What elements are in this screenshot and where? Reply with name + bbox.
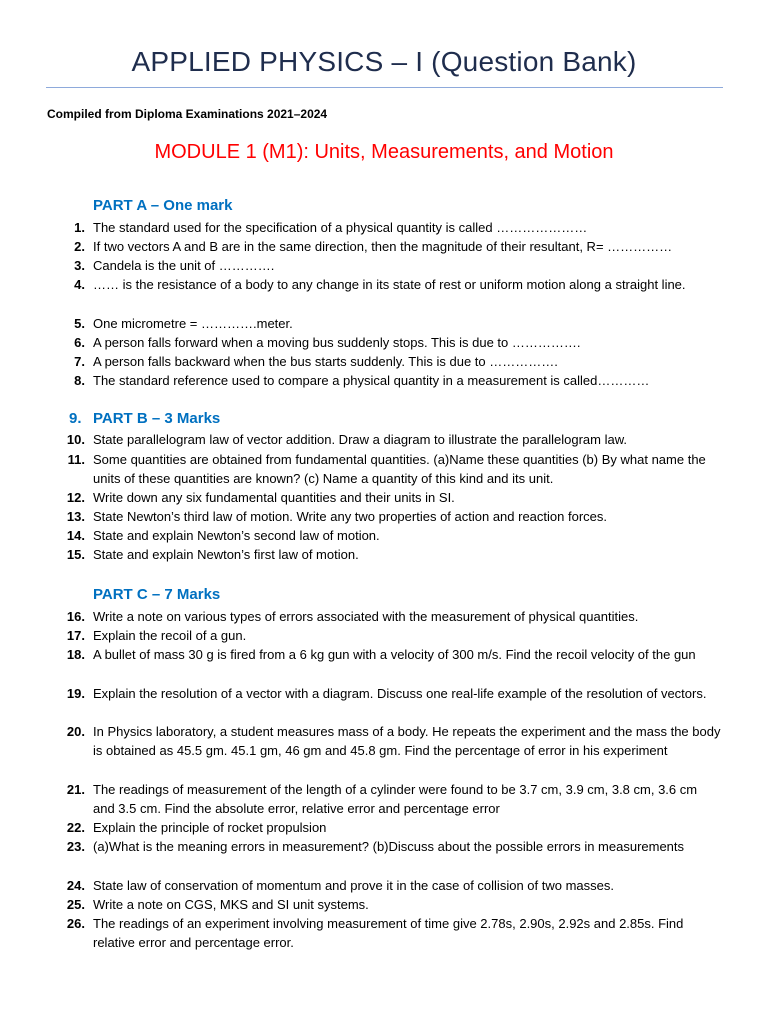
question-item (74, 218, 721, 237)
question-text: State Newton’s third law of motion. Write any two properties of action and reaction forces. (93, 509, 607, 524)
question-item (66, 507, 721, 526)
question-number: 1. (74, 220, 85, 235)
part-a-heading-text: PART A – One mark (93, 197, 233, 214)
question-text: State and explain Newton’s first law of motion. (93, 547, 359, 562)
question-text: State parallelogram law of vector addition. Draw a diagram to illustrate the parallelogram law. (93, 432, 627, 447)
question-number: 25. (66, 897, 85, 912)
question-number: 19. (66, 686, 85, 701)
question-text: Some quantities are obtained from fundamental quantities. (a)Name these quantities (b) By what name the units of these quantities are known? (c) Name a quantity of this kind and its unit. (93, 452, 706, 487)
question-number: 20. (66, 724, 85, 739)
question-item (66, 430, 721, 449)
question-number: 13. (66, 509, 85, 524)
question-text: The standard used for the specification of a physical quantity is called ………………… (93, 220, 588, 235)
question-item (66, 876, 721, 895)
question-text: …… is the resistance of a body to any change in its state of rest or uniform motion along a straight line. (93, 277, 686, 292)
question-number: 17. (66, 628, 85, 643)
question-number: 11. (67, 452, 85, 467)
question-item (66, 914, 721, 953)
part-c-heading-text: PART C – 7 Marks (93, 586, 221, 603)
part-a-heading (93, 197, 232, 214)
question-item (66, 626, 721, 645)
question-item (74, 275, 721, 294)
question-item (67, 450, 721, 489)
question-number: 15. (66, 547, 85, 562)
question-item (66, 488, 721, 507)
question-text: State law of conservation of momentum and prove it in the case of collision of two masses. (93, 878, 614, 893)
question-number: 5. (74, 316, 85, 331)
question-item (66, 684, 721, 703)
question-item (66, 722, 721, 761)
question-text: A person falls forward when a moving bus suddenly stops. This is due to ……………. (93, 335, 581, 350)
question-item (66, 895, 721, 914)
question-number: 16. (66, 609, 85, 624)
question-item (66, 780, 721, 819)
question-text: (a)What is the meaning errors in measurement? (b)Discuss about the possible errors in measurements (93, 839, 685, 854)
question-number: 12. (66, 490, 85, 505)
compiled-note: Compiled from Diploma Examinations 2021–2024 (47, 107, 328, 121)
question-text: Explain the recoil of a gun. (93, 628, 247, 643)
question-item (66, 645, 721, 664)
question-text: Write a note on various types of errors associated with the measurement of physical quantities. (93, 609, 639, 624)
question-text: Explain the resolution of a vector with a diagram. Discuss one real-life example of the resolution of vectors. (93, 686, 707, 701)
question-number: 7. (74, 354, 85, 369)
question-number: 26. (66, 916, 85, 931)
question-number: 21. (66, 782, 85, 797)
question-number: 24. (66, 878, 85, 893)
question-text: One micrometre = ………….meter. (93, 316, 293, 331)
question-text: State and explain Newton’s second law of motion. (93, 528, 380, 543)
question-number: 10. (66, 432, 85, 447)
question-text: In Physics laboratory, a student measures mass of a body. He repeats the experiment and the mass the body is obtained as 45.5 gm. 45.1 gm, 46 gm and 45.8 gm. Find the percentage of error in his experiment (93, 724, 721, 759)
question-text: If two vectors A and B are in the same direction, then the magnitude of their resultant, R= …………… (93, 239, 673, 254)
module-heading: MODULE 1 (M1): Units, Measurements, and Motion (154, 141, 614, 163)
question-item (66, 837, 721, 856)
title-underline (46, 87, 723, 88)
question-item (66, 545, 721, 564)
question-number: 8. (74, 373, 85, 388)
question-number: 2. (74, 239, 85, 254)
part-b-heading-text: PART B – 3 Marks (93, 410, 221, 427)
question-number: 14. (66, 528, 85, 543)
question-item (74, 237, 721, 256)
question-text: Explain the principle of rocket propulsion (93, 820, 327, 835)
question-text: Write a note on CGS, MKS and SI unit systems. (93, 897, 369, 912)
question-text: The standard reference used to compare a physical quantity in a measurement is called………… (93, 373, 650, 388)
question-number: 6. (74, 335, 85, 350)
question-item (74, 333, 721, 352)
part-b-number: 9. (69, 410, 82, 427)
question-text: A person falls backward when the bus starts suddenly. This is due to ……………. (93, 354, 558, 369)
document-title: APPLIED PHYSICS – I (Question Bank) (131, 46, 637, 77)
question-item (74, 371, 721, 390)
question-text: Write down any six fundamental quantities and their units in SI. (93, 490, 455, 505)
question-item (66, 818, 721, 837)
question-number: 3. (74, 258, 85, 273)
question-number: 4. (74, 277, 85, 292)
question-item (74, 256, 721, 275)
question-item (74, 314, 721, 333)
question-text: Candela is the unit of …………. (93, 258, 275, 273)
question-number: 18. (66, 647, 85, 662)
part-c-heading (93, 586, 220, 603)
part-b-heading (69, 410, 221, 427)
question-item (66, 526, 721, 545)
question-number: 22. (66, 820, 85, 835)
question-text: The readings of an experiment involving measurement of time give 2.78s, 2.90s, 2.92s and 2.85s. Find relative error and percentage error. (93, 916, 684, 951)
question-number: 23. (66, 839, 85, 854)
question-text: The readings of measurement of the length of a cylinder were found to be 3.7 cm, 3.9 cm, 3.8 cm, 3.6 cm and 3.5 cm. Find the absolute error, relative error and percentage error (93, 782, 698, 817)
question-text: A bullet of mass 30 g is fired from a 6 kg gun with a velocity of 300 m/s. Find the recoil velocity of the gun (93, 647, 696, 662)
question-item (66, 607, 721, 626)
question-item (74, 352, 721, 371)
